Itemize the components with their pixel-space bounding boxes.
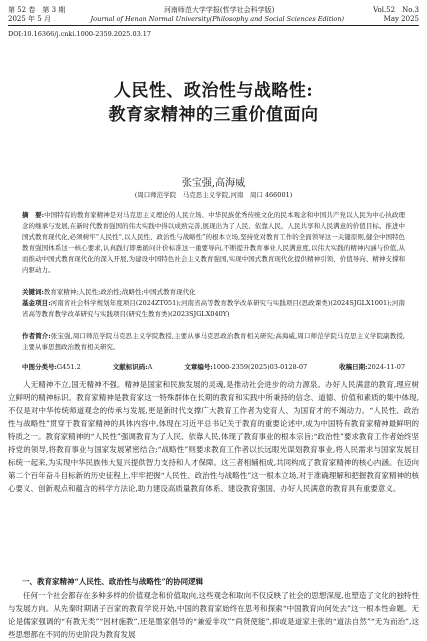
clc-number: 中图分类号:G451.2 bbox=[22, 363, 81, 371]
affiliation: (周口师范学院 马克思主义学院,河南 周口 466001) bbox=[134, 191, 293, 199]
volume-issue-en: Vol.52 No.3 bbox=[373, 6, 419, 14]
body-paragraph-1: 人无精神不立,国无精神不强。精神是国家和民族发展的灵魂,是推动社会进步的动力源泉。办好人民满意的教育,理应树立鲜明的精神标识。教育家精神是教育家这一特殊群体在长期的教育和实践中所秉持的信念、道德、价值和素质的集中体现,不仅是对中华传统师道观念的传承与发展,更是新时代支撑广大教育工作者为党育人、为国育才的不竭动力。“人民性、政治性与战略性”贯穿于教育家精神的具体内容中,体现在习近平总书记关于教育的重要论述中,成为中国特有教育家精神最鲜明的特质之一。教育家精神的“人民性”强调教育为了人民、依靠人民,体现了教育事业的根本宗旨;“政治性”要求教育工作者始终坚持党的领导,将教育事业与国家发展紧密结合;“战略性”则要求教育工作者以长远眼光谋划教育事业,将人民需求与国家发展目标统一起来,为实现中华民族伟大复兴提供智力支持和人才保障。这三者相辅相成,共同构成了教育家精神的核心内涵。在迈向第二个百年奋斗目标新的历史征程上,牢牢把握“人民性、政治性与战略性”这一根本立场,对于准确理解和把握教育家精神的核心要义、创新观点和蕴含的科学方法论,助力建设高质量教育体系、建设教育强国、办好人民满意的教育具有重要意义。 bbox=[8, 380, 419, 493]
date-en: May 2025 bbox=[383, 15, 419, 23]
journal-name-en: Journal of Henan Normal University(Philosophy and Social Sciences Edition) bbox=[90, 15, 345, 23]
keywords-text: 教育家精神;人民性;政治性;战略性;中国式教育现代化 bbox=[43, 288, 196, 296]
funding bbox=[22, 298, 405, 320]
running-header-top bbox=[8, 6, 419, 14]
volume-issue-cn: 第 52 卷 第 3 期 bbox=[8, 6, 66, 14]
author-bio-text: 张宝强,周口师范学院马克思主义学院教授,主要从事马克思政治教育相关研究;高海威,周口师范学院马克思主义学院副教授,主要从事思想政治教育相关研究。 bbox=[22, 332, 405, 351]
abstract-label: 摘 要: bbox=[22, 211, 45, 219]
funding-label: 基金项目: bbox=[22, 299, 51, 307]
author-bio bbox=[22, 331, 405, 353]
doi: DOI:10.16366/j.cnki.1000-2359.2025.03.17 bbox=[8, 30, 152, 38]
section-heading-1: 一、教育家精神“人民性、政治性与战略性”的协同逻辑 bbox=[22, 577, 204, 586]
document-code: 文献标识码:A bbox=[112, 363, 153, 371]
received-date: 收稿日期:2024-11-07 bbox=[339, 363, 405, 371]
keywords bbox=[22, 287, 405, 298]
running-header-bottom bbox=[8, 15, 419, 23]
funding-text: 河南省社会科学规划年度项目(2024ZT051);河南省高等教育教学改革研究与实践项目(思政课类)(2024SJGLX1001);河南省高等教育教学改革研究与实践项目(研究生教育类)(2023SJGLX040Y) bbox=[22, 299, 405, 318]
body-paragraph-2: 任何一个社会都存在多种多样的价值观念和价值取向,这些观念和取向不仅反映了社会的思想深度,也塑造了文化的独特性与发展方向。从先秦时期诸子百家的教育学说开始,中国的教育家始终在思考和探索“中国教育向何处去”这一根本性命题。无论是儒家强调的“有教无类”“因材施教”,还是墨家倡导的“兼爱非攻”“尚贤使能”,抑或是道家主张的“道法自然”“无为而治”,这些思想都在不同的历史阶段为教育发展 bbox=[8, 591, 419, 639]
authors: 张宝强,高海威 bbox=[181, 178, 246, 189]
journal-name-cn: 河南师范大学学报(哲学社会科学版) bbox=[163, 6, 275, 14]
abstract bbox=[22, 210, 405, 276]
date-cn: 2025 年 5 月 bbox=[8, 15, 51, 23]
title-line-1: 人民性、政治性与战略性: bbox=[113, 81, 314, 101]
author-bio-label: 作者简介: bbox=[22, 332, 51, 340]
keywords-label: 关键词: bbox=[22, 288, 44, 296]
article-number: 文章编号:1000-2359(2025)03-0128-07 bbox=[184, 363, 308, 371]
article-meta bbox=[22, 362, 405, 371]
header-rule bbox=[8, 25, 419, 26]
title-line-2: 教育家精神的三重价值面向 bbox=[108, 105, 319, 125]
abstract-text: 中国特有的教育家精神是对马克思主义理论的人民立场、中华民族优秀传统文化的民本观念和中国共产党以人民为中心执政理念的继承与发展,在新时代教育强国的伟大实践中得以成熟完善,展现出为了人民、依靠人民、人民共享和人民满意的价值目标。推进中国式教育现代化,必须树牢“人民性”,以人民性、政治性与战略性”的根本立场,坚持党对教育工作的全面领导这一关键原则,健全中国特色教育强国体系这一核心要求,认真践行即勇循问计价标准这一重要导向,不断提升教育事业人民满意度,以伟大实践的精神内涵与价值,从而推动中国式教育现代化的深入开展,为建设中国特色社会主义教育强国,实现中国式教育现代化提供精神引领、价值导向、精神支撑和内驱动力。 bbox=[22, 211, 406, 274]
